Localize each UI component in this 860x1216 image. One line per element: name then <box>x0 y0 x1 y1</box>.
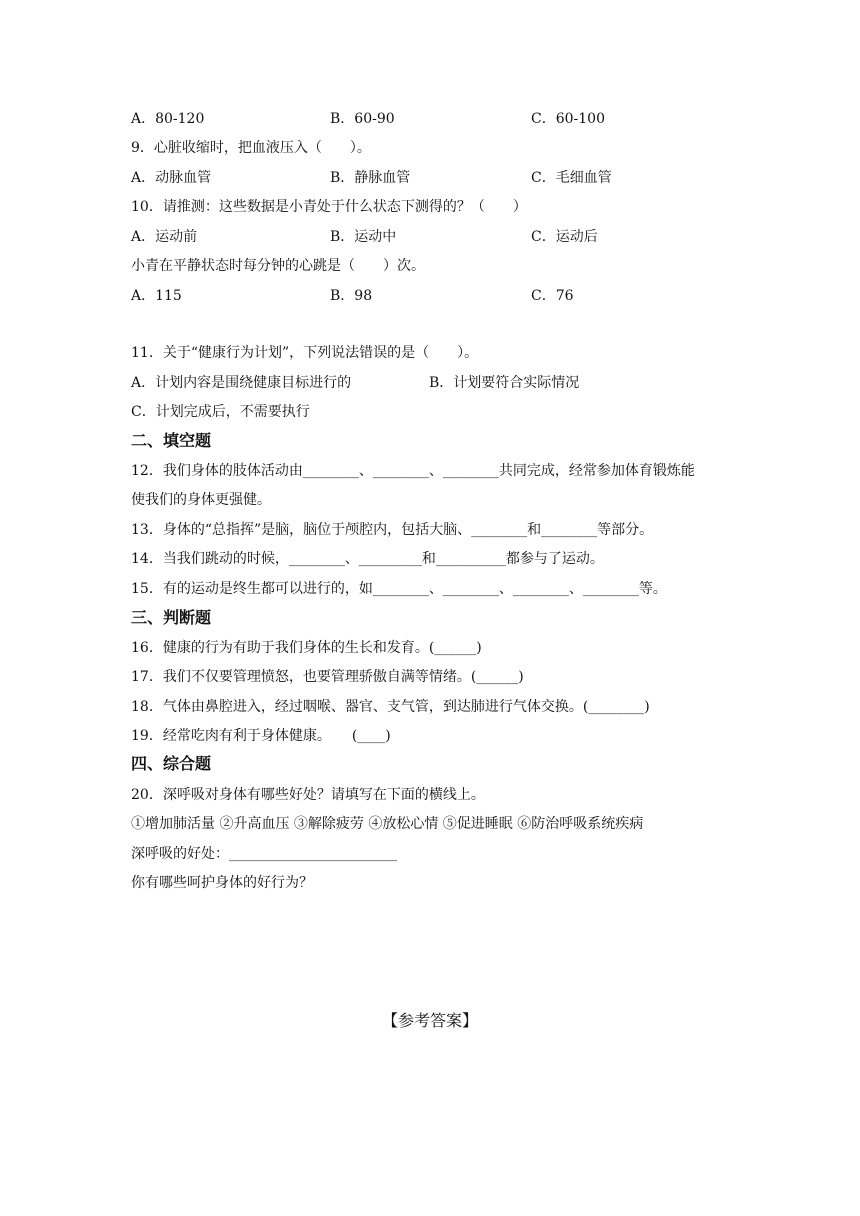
q18: 18．气体由鼻腔进入，经过咽喉、器官、支气管，到达肺进行气体交换。(________) <box>131 699 650 715</box>
q12-line-2: 使我们的身体更强健。 <box>131 492 271 508</box>
section-heading-fill-in: 二、填空题 <box>131 431 212 450</box>
section-heading-comprehensive: 四、综合题 <box>131 754 212 773</box>
q10-sub-option-b: B．98 <box>330 288 373 304</box>
q8-option-c: C．60-100 <box>531 111 605 127</box>
q10-sub-option-c: C．76 <box>531 288 574 304</box>
q11-option-c: C．计划完成后，不需要执行 <box>131 404 310 420</box>
q14: 14．当我们跳动的时候，________、_________和__________都参与了运动。 <box>131 551 604 567</box>
q11-option-b: B．计划要符合实际情况 <box>429 375 580 391</box>
q11-option-a: A．计划内容是围绕健康目标进行的 <box>131 375 352 391</box>
q10-option-c: C．运动后 <box>531 229 598 245</box>
q15: 15．有的运动是终生都可以进行的，如________、________、________、________等。 <box>131 581 667 597</box>
q12-line-1: 12．我们身体的肢体活动由________、________、________共同完成，经常参加体育锻炼能 <box>131 463 695 479</box>
q10-sub-option-a: A．115 <box>131 288 182 304</box>
q17: 17．我们不仅要管理愤怒，也要管理骄傲自满等情绪。(______) <box>131 669 524 685</box>
q10-stem: 10．请推测：这些数据是小青处于什么状态下测得的？（ ） <box>131 199 527 215</box>
answer-key-title: 【参考答案】 <box>381 1011 478 1030</box>
section-heading-true-false: 三、判断题 <box>131 608 212 627</box>
q16: 16．健康的行为有助于我们身体的生长和发育。(______) <box>131 640 482 656</box>
q13: 13．身体的“总指挥”是脑，脑位于颅腔内，包括大脑、________和________等部分。 <box>131 522 654 538</box>
q19: 19．经常吃肉有利于身体健康。 (____) <box>131 728 391 744</box>
q9-option-b: B．静脉血管 <box>330 170 411 186</box>
q10-sub-stem: 小青在平静状态时每分钟的心跳是（ ）次。 <box>131 258 425 274</box>
q9-option-c: C．毛细血管 <box>531 170 612 186</box>
q8-option-a: A．80-120 <box>131 111 205 127</box>
q20-sub-question: 你有哪些呵护身体的好行为？ <box>131 875 313 891</box>
q11-stem: 11．关于“健康行为计划”，下列说法错误的是（ ）。 <box>131 345 479 361</box>
q20-choices: ①增加肺活量 ②升高血压 ③解除疲劳 ④放松心情 ⑤促进睡眠 ⑥防治呼吸系统疾病 <box>131 816 644 832</box>
q20-stem: 20．深呼吸对身体有哪些好处？请填写在下面的横线上。 <box>131 787 485 803</box>
q9-stem: 9．心脏收缩时，把血液压入（ ）。 <box>131 140 371 156</box>
q10-option-a: A．运动前 <box>131 229 198 245</box>
q9-option-a: A．动脉血管 <box>131 170 212 186</box>
q8-option-b: B．60-90 <box>330 111 395 127</box>
q10-option-b: B．运动中 <box>330 229 397 245</box>
q20-answer-line: 深呼吸的好处：________________________ <box>131 846 397 862</box>
